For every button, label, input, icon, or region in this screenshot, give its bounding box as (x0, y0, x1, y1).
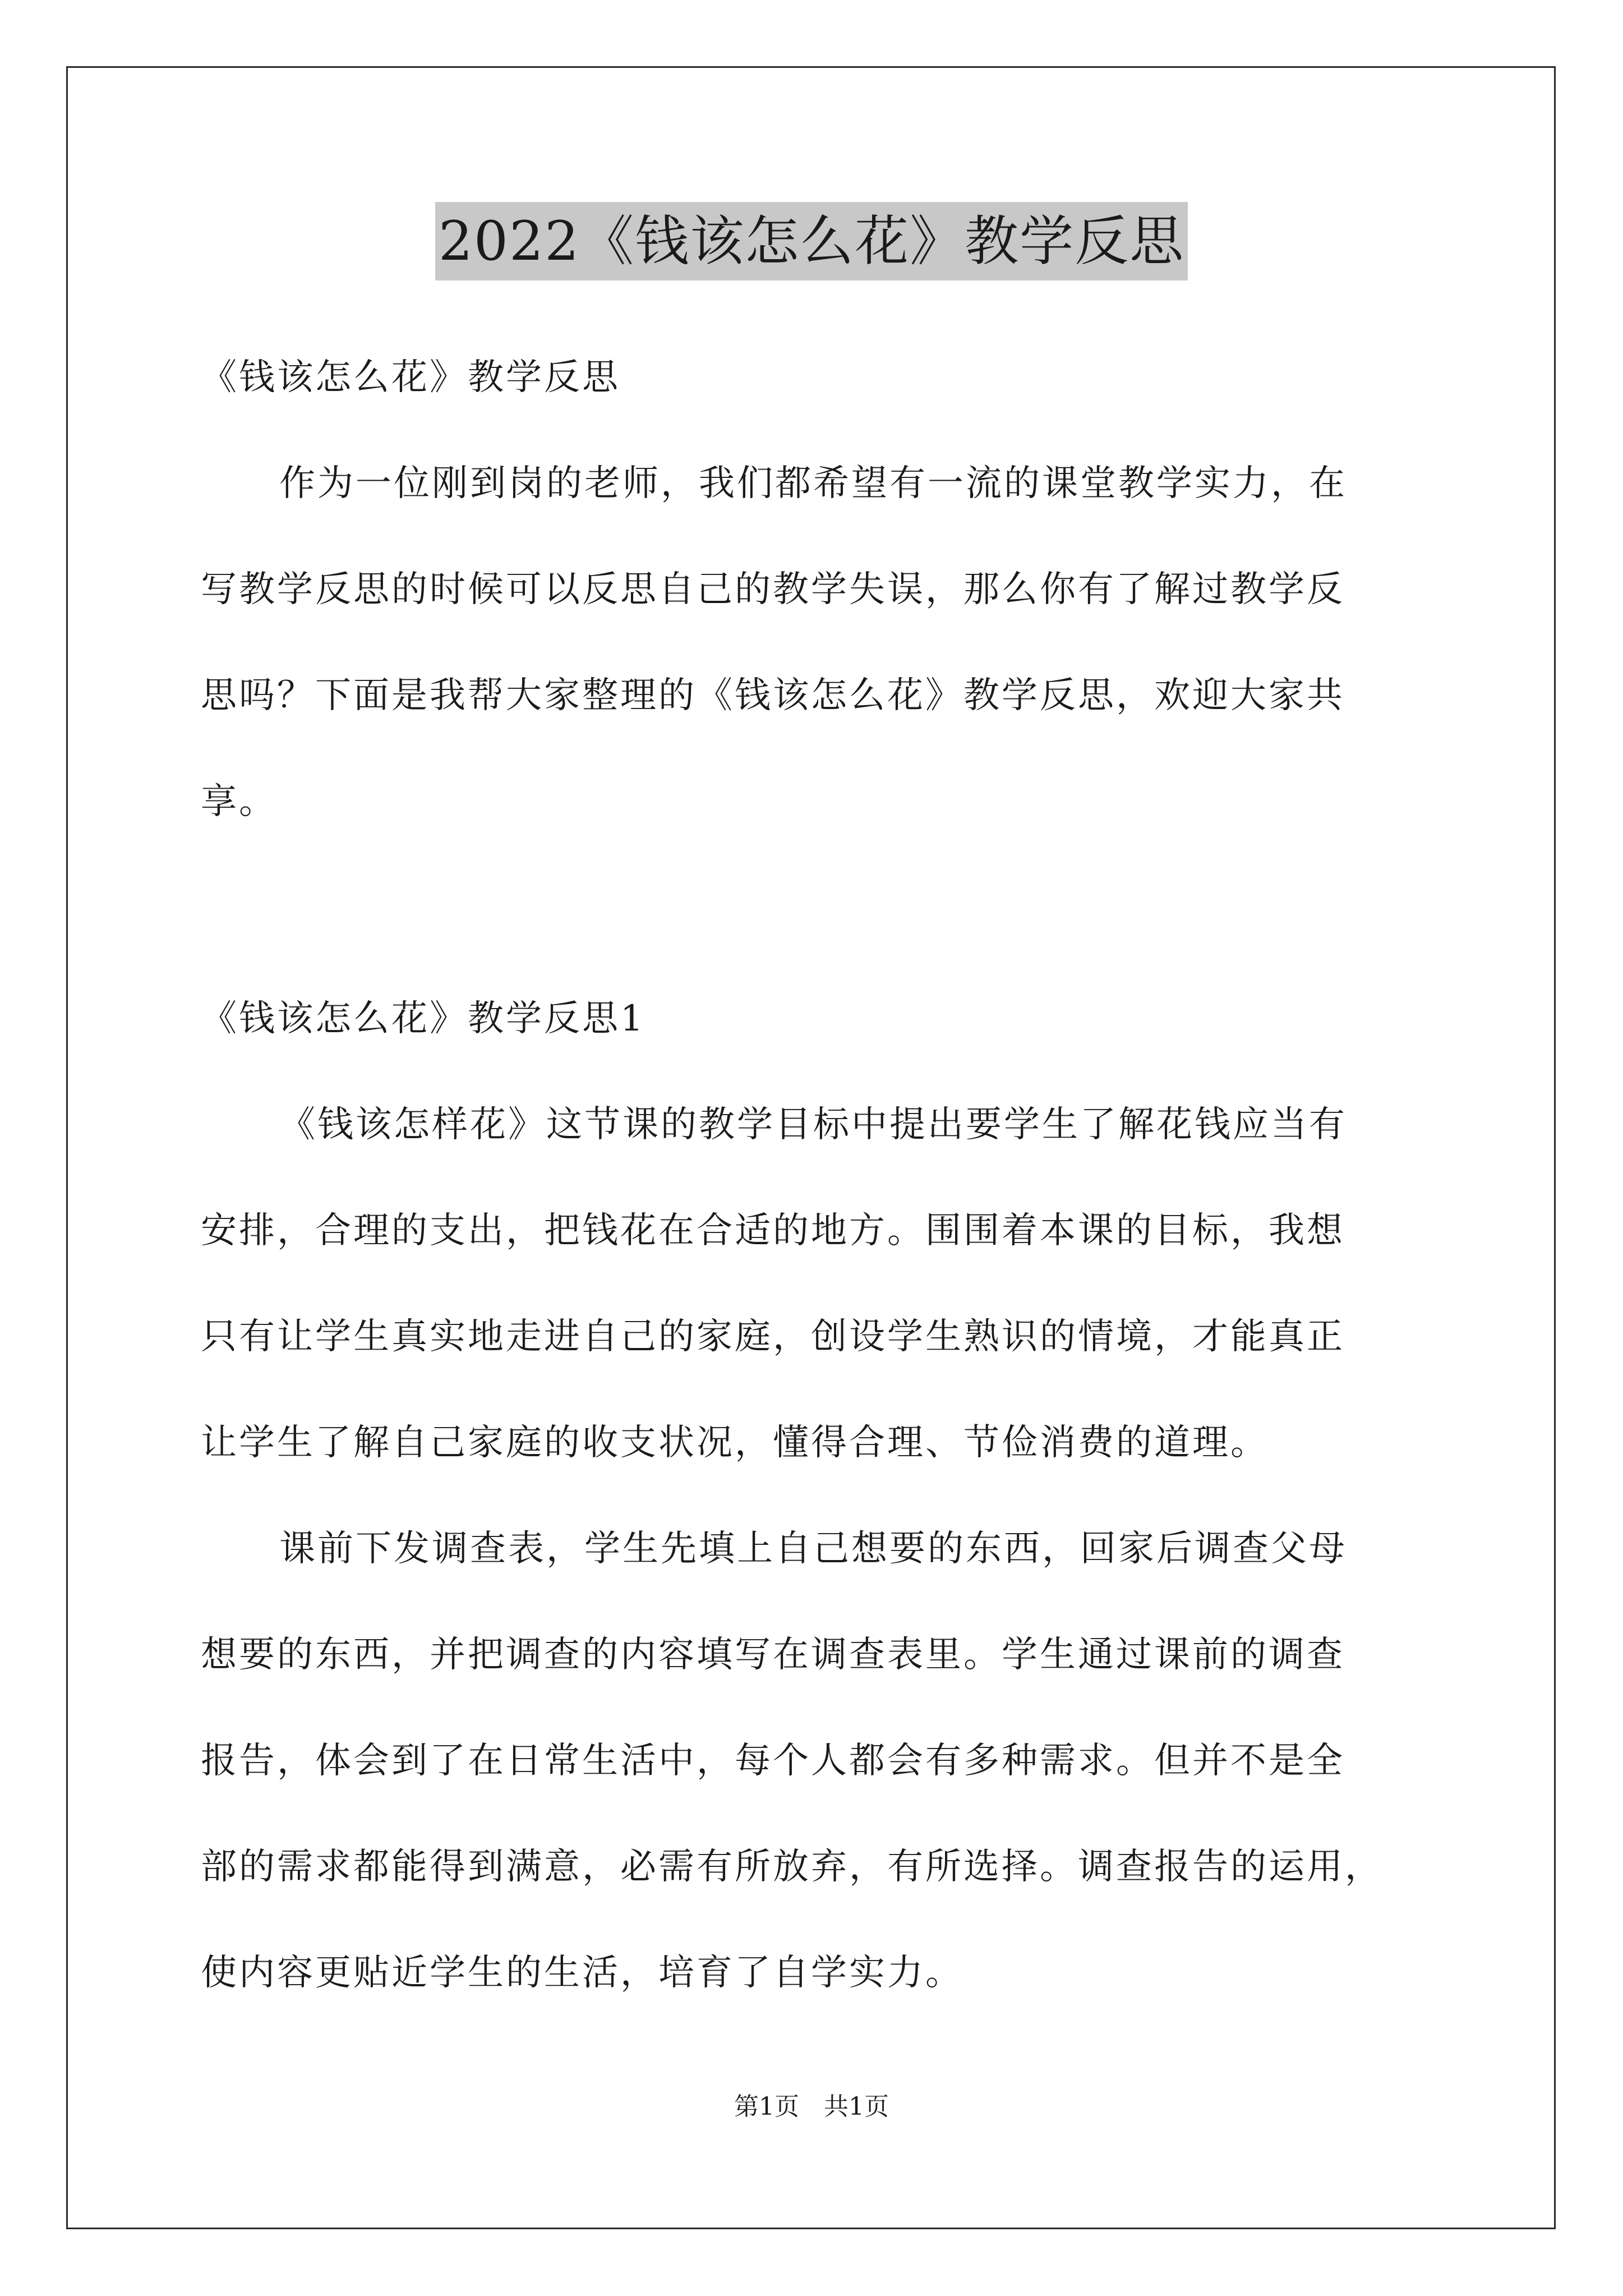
page-title: 2022《钱该怎么花》教学反思 (435, 202, 1188, 280)
page-footer: 第1页 共1页 (734, 2092, 889, 2121)
paragraph-line: 使内容更贴近学生的生活，培育了自学实力。 (201, 1952, 963, 1994)
paragraph-line: 报告，体会到了在日常生活中，每个人都会有多种需求。但并不是全 (201, 1740, 1345, 1782)
section-heading: 《钱该怎么花》教学反思1 (201, 998, 645, 1039)
paragraph-line: 课前下发调查表，学生先填上自己想要的东西，回家后调查父母 (279, 1528, 1347, 1570)
paragraph-line: 安排，合理的支出，把钱花在合适的地方。围围着本课的目标，我想 (201, 1210, 1345, 1251)
title-wrap (0, 202, 1623, 280)
paragraph-line: 只有让学生真实地走进自己的家庭，创设学生熟识的情境，才能真正 (201, 1316, 1345, 1358)
paragraph-line: 《钱该怎样花》这节课的教学目标中提出要学生了解花钱应当有 (279, 1104, 1347, 1145)
intro-line: 作为一位刚到岗的老师，我们都希望有一流的课堂教学实力，在 (279, 463, 1347, 504)
intro-line: 写教学反思的时候可以反思自己的教学失误，那么你有了解过教学反 (201, 569, 1345, 610)
paragraph-line: 想要的东西，并把调查的内容填写在调查表里。学生通过课前的调查 (201, 1634, 1345, 1676)
paragraph-line: 部的需求都能得到满意，必需有所放弃，有所选择。调查报告的运用， (201, 1846, 1383, 1888)
intro-line: 思吗？下面是我帮大家整理的《钱该怎么花》教学反思，欢迎大家共 (201, 675, 1345, 716)
paragraph-line: 让学生了解自己家庭的收支状况，懂得合理、节俭消费的道理。 (201, 1422, 1269, 1464)
subtitle: 《钱该怎么花》教学反思 (201, 357, 620, 398)
intro-line: 享。 (201, 781, 277, 822)
